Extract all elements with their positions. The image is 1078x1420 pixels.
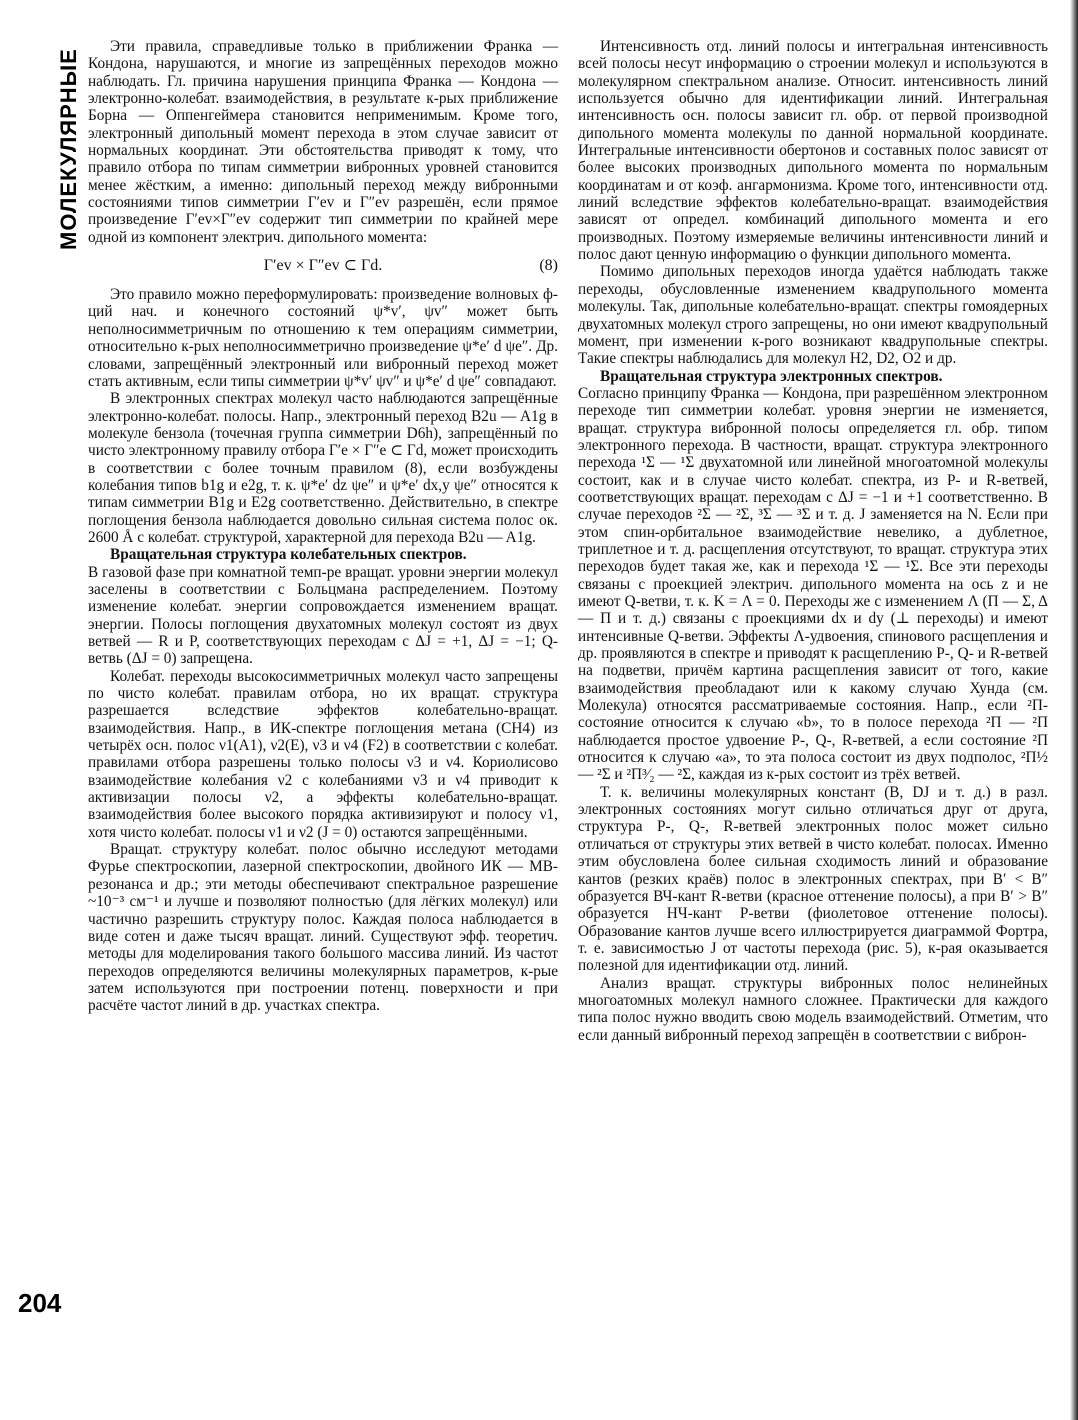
formula-number: (8) <box>539 257 558 275</box>
formula-expression: Γ′ev × Γ″ev ⊂ Γd. <box>263 257 383 275</box>
paragraph: Интенсивность отд. линий полосы и интегральная интенсивность всей полосы несут информацию о строении молекул и используются в молекулярном спектральном анализе. Относит. интенсивность линий используется обычно для идентификации линий. Интегральная интенсивность осн. полосы зависит гл. обр. от первой производной дипольного момента молекулы по данной нормальной координате. Интегральные интенсивности обертонов и составных полос зависят от более высоких производных дипольного момента по нормальным координатам и от коэф. ангармонизма. Кроме того, интенсивности отд. линий вследствие эффектов колебательно-вращат. взаимодействия зависят от определ. комбинаций дипольного момента и его производных. Поэтому измеряемые величины интенсивности линий и полос дают ценную информацию о функции дипольного момента. <box>578 38 1048 264</box>
paragraph-with-heading <box>578 368 1048 385</box>
paragraph: Анализ вращат. структуры вибронных полос нелинейных многоатомных молекул намного сложнее. Практически для каждого типа полос нужно вводить свою модель взаимодействий. Отметим, что если данный вибронный переход запрещён в соответствии с виброн- <box>578 974 1048 1044</box>
right-column <box>578 38 1048 1044</box>
page-edge-shadow <box>1070 0 1078 1420</box>
paragraph: В электронных спектрах молекул часто наблюдаются запрещённые электронно-колебат. полосы. Напр., электронный переход B2u — A1g в молекуле бензола (точечная группа симметрии D6h), запрещённый по чисто электронному правилу отбора Γ′e × Γ″e ⊂ Γd, может происходить в соответствии с более точным правилом (8), если возбуждены колебания типов b1g и e2g, т. к. ψ*e′ dz ψe″ и ψ*e′ dx,y ψe″ относятся к типам симметрии B1g и E2g соответственно. Действительно, в спектре поглощения бензола наблюдается довольно сильная система полос ок. 2600 Å с колебат. структурой, характерной для перехода B2u — A1g. <box>88 390 558 546</box>
section-heading: Вращательная структура электронных спектров. <box>600 367 943 385</box>
paragraph: Эти правила, справедливые только в приближении Франка — Кондона, нарушаются, и многие из запрещённых переходов можно наблюдать. Гл. причина нарушения принципа Франка — Кондона — электронно-колебат. взаимодействия, в результате к-рых приближение Борна — Оппенгеймера становится неприменимым. Кроме того, электронный дипольный момент перехода в этом случае зависит от нормальных координат. Эти обстоятельства приводят к тому, что правило отбора по типам симметрии вибронных уровней становится менее жёстким, а именно: дипольный переход между вибронными состояниями типов симметрии Γ′ev и Γ″ev разрешён, если прямое произведение Γ′ev×Γ″ev содержит тип симметрии по крайней мере одной из компонент электрич. дипольного момента: <box>88 38 558 246</box>
paragraph: Это правило можно переформулировать: произведение волновых ф-ций нач. и конечного состояний ψ*v′, ψv″ может быть неполносимметричным по отношению к тем операциям симметрии, относительно к-рых неполносимметрично произведение ψ*e′ d ψe″. Др. словами, запрещённый электронный или вибронный переход может стать активным, если типы симметрии ψ*v′ ψv″ и ψ*e′ d ψe″ совпадают. <box>88 286 558 390</box>
formula-8 <box>88 252 558 280</box>
paragraph: Согласно принципу Франка — Кондона, при разрешённом электронном переходе тип симметрии колебат. уровня энергии не изменяется, вращат. структура вибронной полосы определяется гл. обр. типом электронного перехода. В частности, вращат. структура электронного перехода ¹Σ — ¹Σ двухатомной или линейной многоатомной молекулы состоит, как и в случае чисто колебат. спектра, из P- и R-ветвей, соответствующих вращат. переходам с ΔJ = −1 и +1 соответственно. В случае переходов ²Σ — ²Σ, ³Σ — ³Σ и т. д. J заменяется на N. Если при этом спин-орбитальное взаимодействие невелико, а дублетное, триплетное и т. д. расщепления отсутствуют, то вращат. структура этих переходов будет такая же, как и перехода ¹Σ — ¹Σ. Все эти переходы связаны с проекцией электрич. дипольного момента на ось z и не имеют Q-ветви, т. к. K = Λ = 0. Переходы же с изменением Λ (Π — Σ, Δ — Π и т. д.) связаны с проекциями dx и dy (⊥ переходы) и имеют интенсивные Q-ветви. Эффекты Λ-удвоения, спинового расщепления и др. проявляются в спектре и приводят к расщеплению P-, Q- и R-ветвей на подветви, причём картина расщепления зависит от того, какие взаимодействия преобладают или к какому случаю Хунда (см. Молекула) относятся рассматриваемые состояния. Напр., если ²Π-состояние относится к случаю «b», то в полосе перехода ²Π — ²Π наблюдается простое удвоение P-, Q-, R-ветвей, а если состояние ²Π относится к случаю «a», то эта полоса состоит из двух подполос, ²Π½ — ²Σ и ²Π³⁄₂ — ²Σ, каждая из к-рых состоит из трёх ветвей. <box>578 384 1049 784</box>
paragraph: В газовой фазе при комнатной темп-ре вращат. уровни энергии молекул заселены в соответствии с Больцмана распределением. Поэтому изменение колебат. энергии сопровождается изменением вращат. энергии. Полосы поглощения двухатомных молекул состоят из двух ветвей — R и P, соответствующих переходам с ΔJ = +1, ΔJ = −1; Q-ветвь (ΔJ = 0) запрещена. <box>88 563 558 668</box>
running-head-text: МОЛЕКУЛЯРНЫЕ <box>56 48 81 250</box>
page-number: 204 <box>18 1288 62 1318</box>
paragraph: Т. к. величины молекулярных констант (B, DJ и т. д.) в разл. электронных состояниях могут сильно отличаться друг от друга, структура P-, Q-, R-ветвей электронных полос может сильно отличаться от структуры этих ветвей в чисто колебат. полосах. Именно этим обусловлена более сильная сходимость линий и образование кантов (резких краёв) полос в электронных спектрах, при B′ < B″ образуется ВЧ-кант R-ветви (красное оттенение полосы), а при B′ > B″ образуется НЧ-кант P-ветви (фиолетовое оттенение полосы). Образование кантов лучше всего иллюстрируется диаграммой Фортра, т. е. зависимостью J от частоты перехода (рис. 5), к-рая оказывается полезной для идентификации отд. линий. <box>578 783 1048 975</box>
left-column <box>88 38 558 1015</box>
paragraph: Помимо дипольных переходов иногда удаётся наблюдать также переходы, обусловленные изменением квадрупольного момента молекулы. Так, дипольные колебательно-вращат. спектры гомоядерных двухатомных молекул строго запрещены, но они имеют квадрупольный момент, при изменении к-рого возникают квадрупольные спектры. Такие спектры наблюдались для молекул H2, D2, O2 и др. <box>578 263 1048 368</box>
running-head <box>22 40 81 250</box>
section-heading: Вращательная структура колебательных спектров. <box>110 546 467 564</box>
paragraph-with-heading <box>88 546 558 563</box>
paragraph: Вращат. структуру колебат. полос обычно исследуют методами Фурье спектроскопии, лазерной спектроскопии, двойного ИК — МВ-резонанса и др.; эти методы обеспечивают спектральное разрешение ~10⁻³ см⁻¹ и лучше и позволяют полностью (для лёгких молекул) или частично разрешить структуру полос. Каждая полоса наблюдается в виде сотен и даже тысяч вращат. линий. Существуют эфф. теоретич. методы для моделирования такого большого массива линий. Из частот переходов определяются величины молекулярных параметров, к-рые затем используются при построении потенц. поверхности и при расчёте частот линий в др. участках спектра. <box>88 841 558 1015</box>
paragraph: Колебат. переходы высокосимметричных молекул часто запрещены по чисто колебат. правилам отбора, но их вращат. структура разрешается вследствие эффектов колебательно-вращат. взаимодействия. Напр., в ИК-спектре поглощения метана (CH4) из четырёх осн. полос ν1(A1), ν2(E), ν3 и ν4 (F2) в соответствии с колебат. правилами отбора разрешены только полосы ν3 и ν4. Кориолисово взаимодействие колебания ν2 с колебаниями ν3 и ν4 приводит к активизации полосы ν2, а эффекты колебательно-вращат. взаимодействия более высокого порядка активизируют и полосу ν1, хотя чисто колебат. полосы ν1 и ν2 (J = 0) остаются запрещёнными. <box>88 667 558 841</box>
